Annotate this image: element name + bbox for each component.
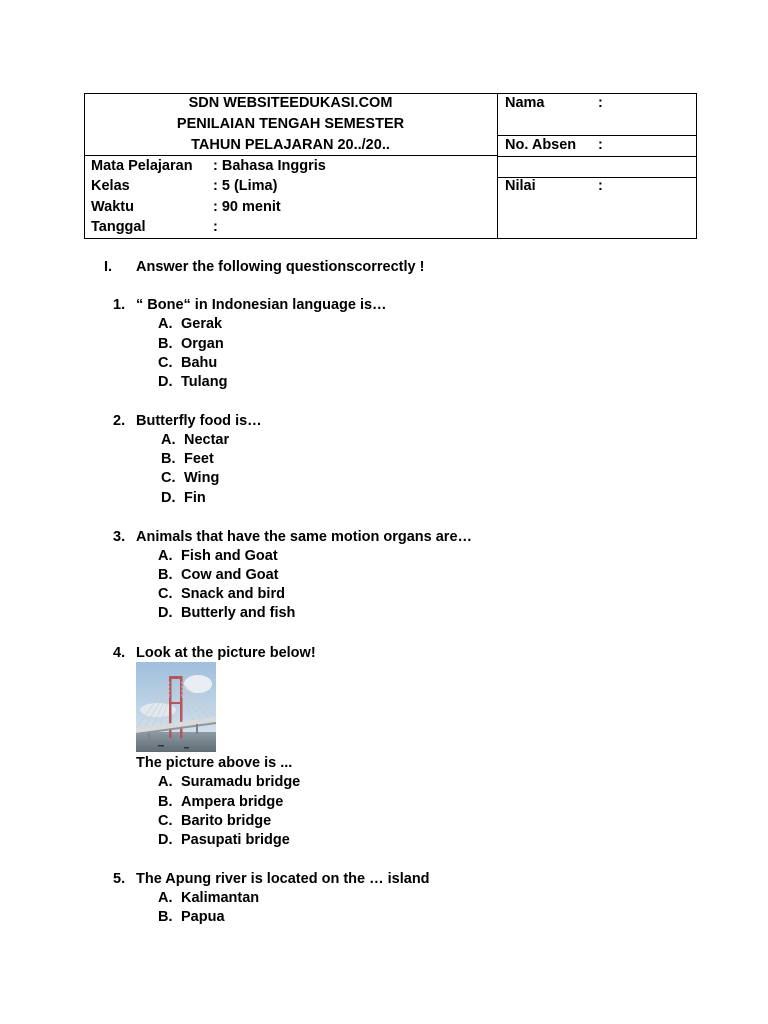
- q2-option-b-letter: B.: [161, 451, 176, 467]
- q2-option-d-letter: D.: [161, 490, 176, 506]
- section-number: I.: [104, 259, 113, 275]
- time-value: : 90 menit: [213, 199, 281, 215]
- q4-option-d-letter: D.: [158, 832, 173, 848]
- nama-colon: :: [598, 95, 603, 111]
- q2-option-b-text: Feet: [184, 451, 214, 467]
- header-divider-horizontal: [84, 155, 498, 156]
- subject-value: : Bahasa Inggris: [213, 158, 326, 174]
- q4-option-a-letter: A.: [158, 774, 173, 790]
- absen-label: No. Absen: [505, 137, 577, 153]
- nilai-label: Nilai: [505, 178, 536, 194]
- q2-option-a-letter: A.: [161, 432, 176, 448]
- subject-label: Mata Pelajaran: [91, 158, 193, 174]
- q5-option-a-text: Kalimantan: [181, 890, 260, 906]
- question-4-follow-up: The picture above is ...: [136, 755, 293, 771]
- section-instruction: Answer the following questionscorrectly !: [136, 259, 425, 275]
- academic-year: TAHUN PELAJARAN 20../20..: [191, 137, 390, 153]
- question-3-number: 3.: [113, 529, 126, 545]
- nama-label: Nama: [505, 95, 545, 111]
- q4-option-b-text: Ampera bridge: [181, 794, 284, 810]
- q3-option-b-text: Cow and Goat: [181, 567, 279, 583]
- question-1-number: 1.: [113, 297, 126, 313]
- question-1-text: “ Bone“ in Indonesian language is…: [136, 297, 387, 313]
- q4-option-a-text: Suramadu bridge: [181, 774, 301, 790]
- q3-option-c-text: Snack and bird: [181, 586, 285, 602]
- date-value: :: [213, 219, 218, 235]
- question-5-text: The Apung river is located on the … island: [136, 871, 430, 887]
- bridge-photo: [136, 662, 216, 752]
- q1-option-b-text: Organ: [181, 336, 224, 352]
- time-label: Waktu: [91, 199, 134, 215]
- q4-option-c-letter: C.: [158, 813, 173, 829]
- q5-option-a-letter: A.: [158, 890, 173, 906]
- q4-option-c-text: Barito bridge: [181, 813, 272, 829]
- q2-option-d-text: Fin: [184, 490, 206, 506]
- exam-title: PENILAIAN TENGAH SEMESTER: [176, 116, 405, 132]
- question-2-number: 2.: [113, 413, 126, 429]
- q3-option-a-text: Fish and Goat: [181, 548, 278, 564]
- q1-option-b-letter: B.: [158, 336, 173, 352]
- question-4-number: 4.: [113, 645, 126, 661]
- header-divider-vertical: [497, 93, 498, 239]
- class-label: Kelas: [91, 178, 130, 194]
- date-label: Tanggal: [91, 219, 146, 235]
- q3-option-a-letter: A.: [158, 548, 173, 564]
- q2-option-c-text: Wing: [184, 470, 220, 486]
- class-value: : 5 (Lima): [213, 178, 278, 194]
- q4-option-b-letter: B.: [158, 794, 173, 810]
- q4-option-d-text: Pasupati bridge: [181, 832, 290, 848]
- q5-option-b-letter: B.: [158, 909, 173, 925]
- q1-option-a-letter: A.: [158, 316, 173, 332]
- absen-colon: :: [598, 137, 603, 153]
- q1-option-c-text: Bahu: [181, 355, 218, 371]
- q2-option-a-text: Nectar: [184, 432, 230, 448]
- question-3-text: Animals that have the same motion organs are…: [136, 529, 473, 545]
- q1-option-d-text: Tulang: [181, 374, 228, 390]
- q3-option-d-letter: D.: [158, 605, 173, 621]
- q3-option-b-letter: B.: [158, 567, 173, 583]
- q3-option-d-text: Butterly and fish: [181, 605, 296, 621]
- absen-divider-top: [497, 156, 697, 157]
- q1-option-a-text: Gerak: [181, 316, 223, 332]
- school-name: SDN WEBSITEEDUKASI.COM: [188, 95, 393, 111]
- q3-option-c-letter: C.: [158, 586, 173, 602]
- q5-option-b-text: Papua: [181, 909, 225, 925]
- q1-option-d-letter: D.: [158, 374, 173, 390]
- q1-option-c-letter: C.: [158, 355, 173, 371]
- question-5-number: 5.: [113, 871, 126, 887]
- q2-option-c-letter: C.: [161, 470, 176, 486]
- nama-divider: [497, 135, 697, 136]
- question-4-text: Look at the picture below!: [136, 645, 316, 661]
- question-2-text: Butterfly food is…: [136, 413, 262, 429]
- nilai-colon: :: [598, 178, 603, 194]
